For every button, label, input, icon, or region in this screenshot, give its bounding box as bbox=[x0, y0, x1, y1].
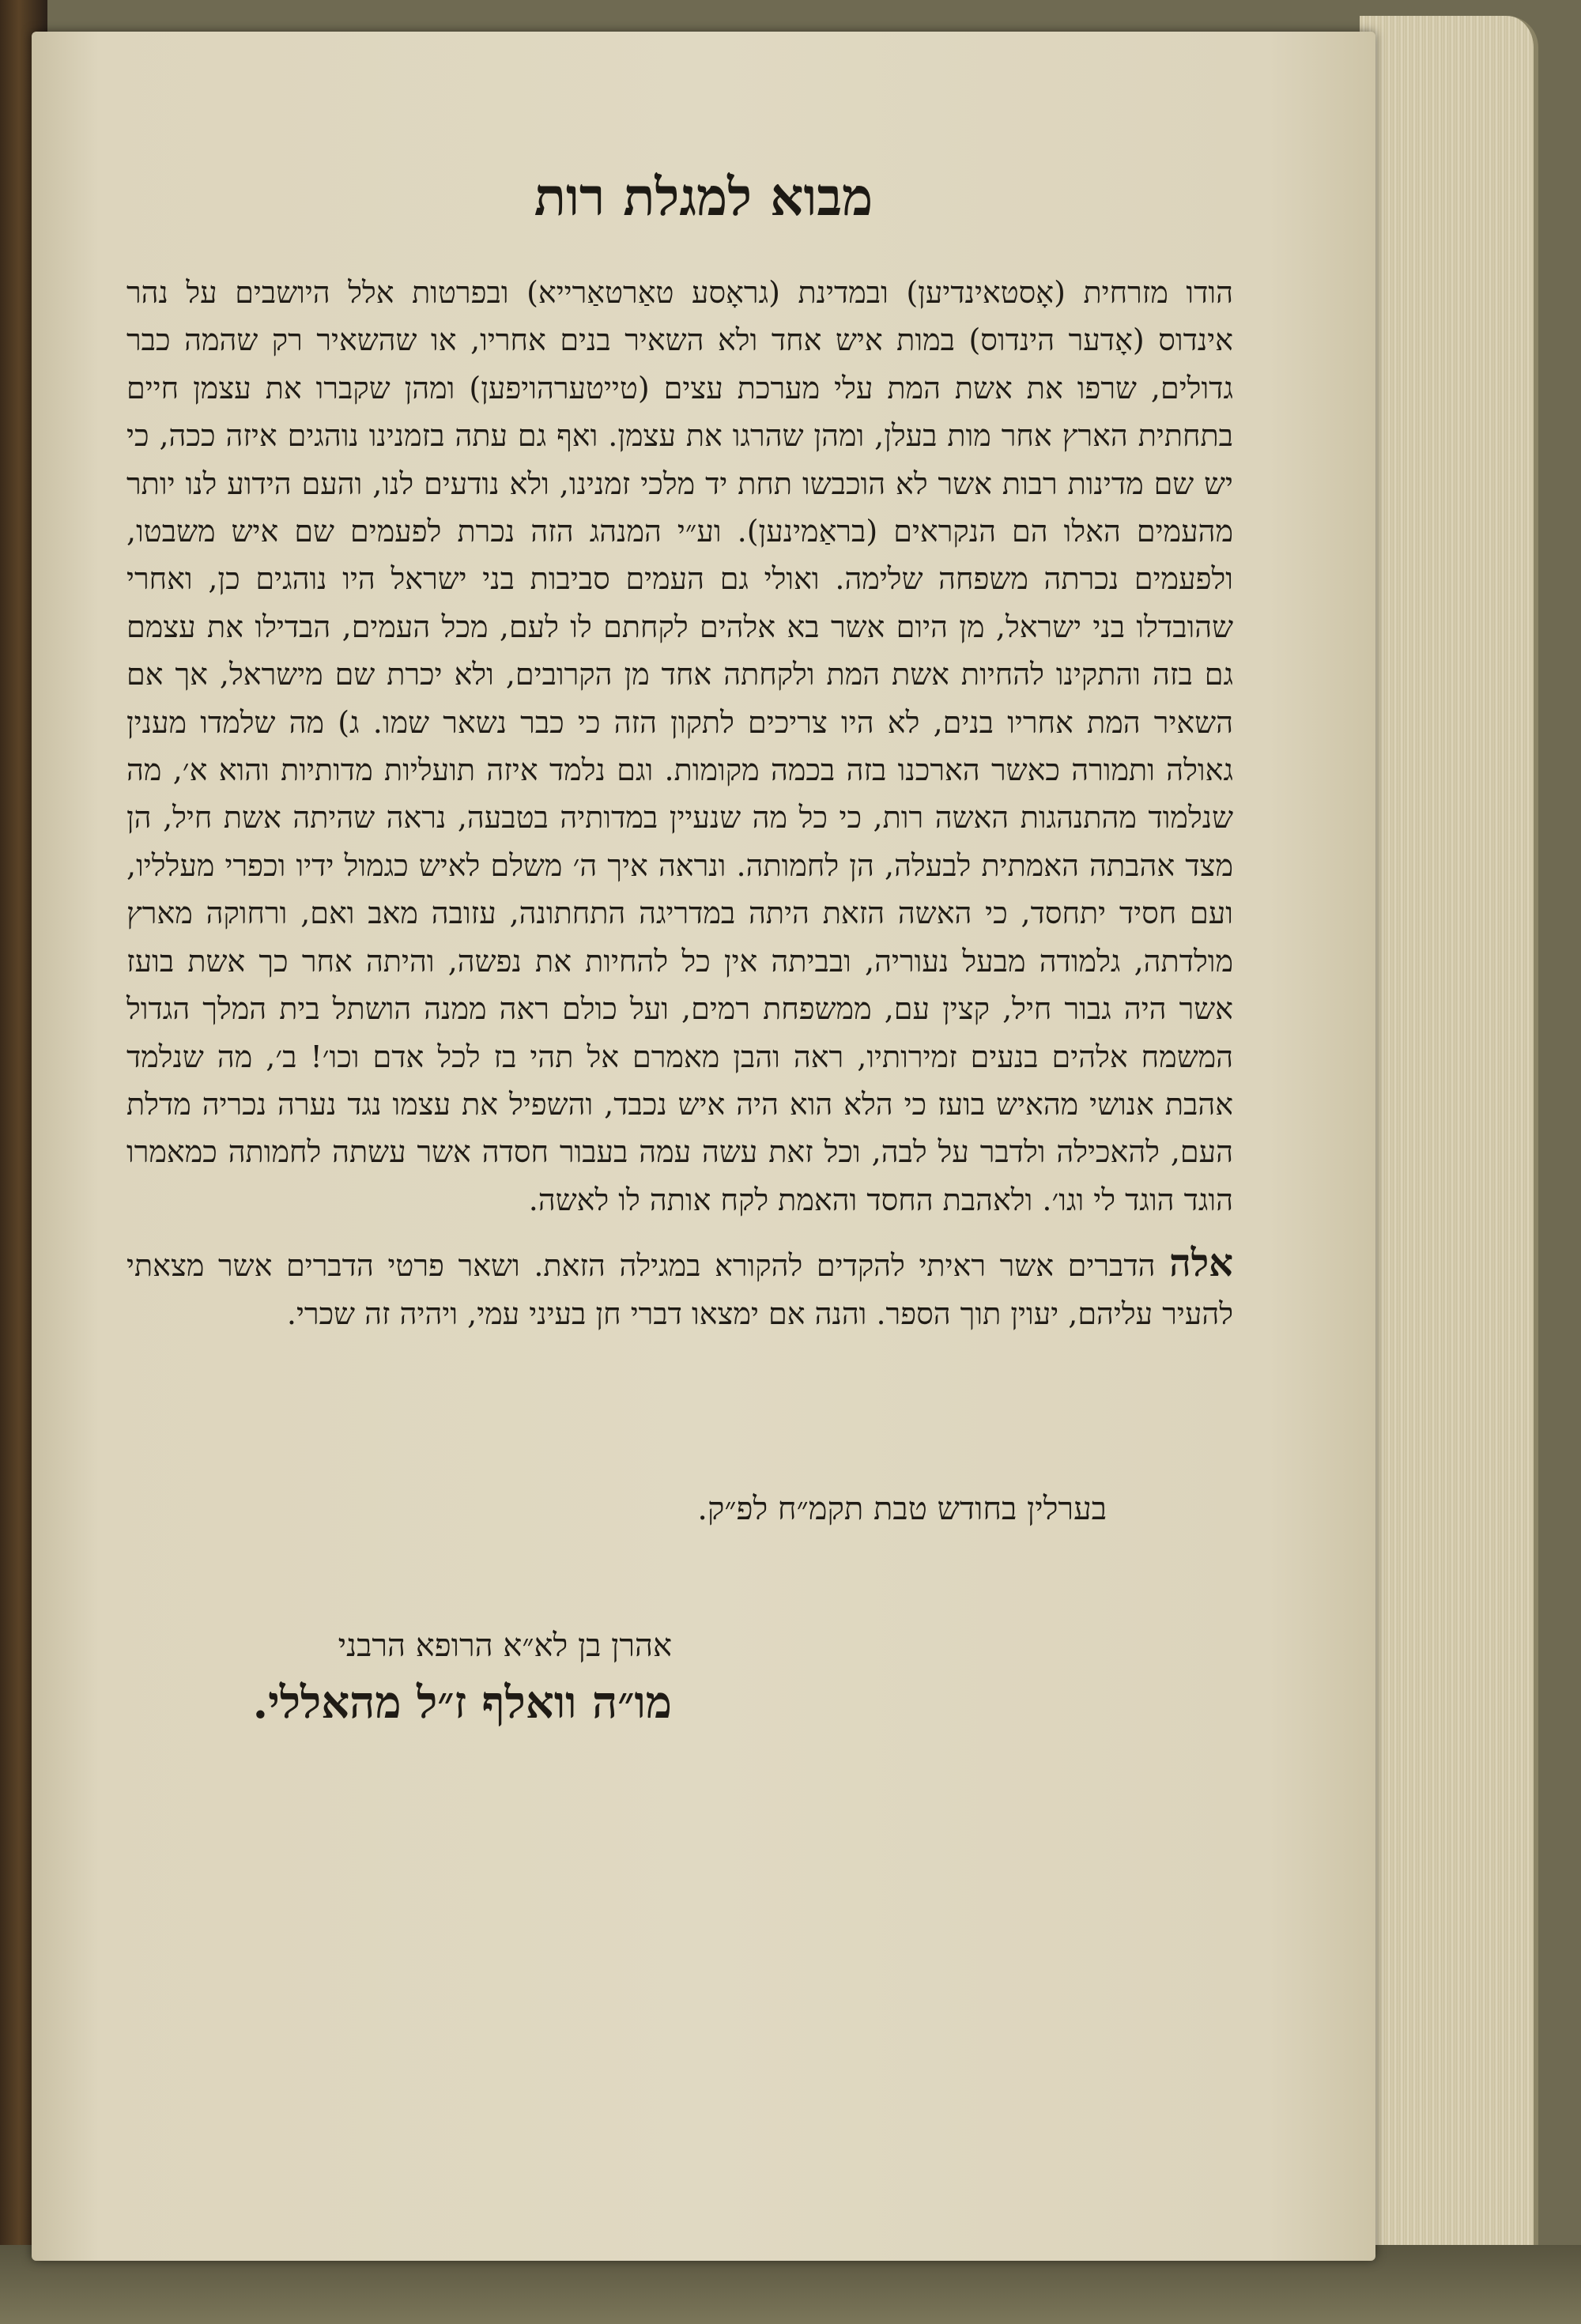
author-signature bbox=[229, 1620, 672, 1734]
paragraph-2 bbox=[126, 1239, 1233, 1337]
page-title: מבוא למגלת רות bbox=[534, 166, 874, 228]
author-line-1: אהרן בן לא״א הרופא הרבני bbox=[338, 1628, 672, 1664]
author-line-2: מו״ה וואלף ז״ל מהאללי. bbox=[252, 1677, 672, 1729]
book-page bbox=[32, 32, 1375, 2261]
page-stack-edge bbox=[1360, 16, 1538, 2277]
signoff-date: בערלין בחודש טבת תקמ״ח לפ״ק. bbox=[697, 1491, 1107, 1527]
paragraph-1: הודו מזרחית (אָסטאינדיען) ובמדינת (גראָסע טאַרטאַרייא) ובפרטות אלל היושבים על נהר אינדוס (אָדער הינדוס) במות איש אחד ולא השאיר בנים אחריו, או שהשאיר רק שהמה כבר גדולים, שרפו את אשת המת עלי מערכת עצים (טייטערהויפען) ומהן שקברו את עצמן חיים בתחתית הארץ אחר מות בעלן, ומהן שהרגו את עצמן. ואף גם עתה בזמנינו נוהגים איזה ככה, כי יש שם מדינות רבות אשר לא הוכבשו תחת יד מלכי זמנינו, ולא נודעים לנו, והעם הידוע לנו יותר מהעמים האלו הם הנקראים (בראַמינען). וע״י המנהג הזה נכרת לפעמים שם איש משבטו, ולפעמים נכרתה משפחה שלימה. ואולי גם העמים סביבות בני ישראל היו נוהגים כן, ואחרי שהובדלו בני ישראל, מן היום אשר בא אלהים לקחתם לו לעם, מכל העמים, הבדילו את עצמם גם בזה והתקינו להחיות אשת המת ולקחתה אחד מן הקרובים, ולא יכרת שם מישראל, אך אם השאיר המת אחריו בנים, לא היו צריכים לתקון הזה כי כבר נשאר שמו. ג) מה שלמדו מענין גאולה ותמורה כאשר הארכנו בזה בכמה מקומות. וגם נלמד איזה תועליות מדותיות והוא א׳, מה שנלמוד מהתנהגות האשה רות, כי כל מה שנעיין במדותיה בטבעה, נראה שהיתה אשת חיל, הן מצד אהבתה האמתית לבעלה, הן לחמותה. ונראה איך ה׳ משלם לאיש כגמול ידיו וכפרי מעלליו, ועם חסיד יתחסד, כי האשה הזאת היתה במדריגה התחתונה, עזובה מאב ואם, ורחוקה מארץ מולדתה, גלמודה מבעל נעוריה, ובביתה אין כל להחיות את נפשה, והיתה אחר כך אשת בועז אשר היה גבור חיל, קצין עם, ממשפחת רמים, ועל כולם ראה ממנה הושתל בית המלך הגדול המשמח אלהים בנעים זמירותיו, ראה והבן מאמרם אל תהי בז לכל אדם וכו׳! ב׳, מה שנלמד אהבת אנושי מהאיש בועז כי הלא הוא היה איש נכבד, והשפיל את עצמו נגד נערה נכריה מדלת העם, להאכילה ולדבר על לבה, וכל זאת עשה עמה בעבור חסדה אשר עשתה לחמותה כמאמרו הוגד הוגד לי וגו׳. ולאהבת החסד והאמת לקח אותה לו לאשה. bbox=[126, 275, 1233, 1217]
paragraph-lead-word: אלה bbox=[1169, 1241, 1233, 1286]
paragraph-2-text: הדברים אשר ראיתי להקדים להקורא במגילה הזאת. ושאר פרטי הדברים אשר מצאתי להעיר עליהם, יעוין תוך הספר. והנה אם ימצאו דברי חן בעיני עמי, ויהיה זה שכרי. bbox=[126, 1248, 1233, 1331]
body-text bbox=[126, 269, 1233, 1337]
